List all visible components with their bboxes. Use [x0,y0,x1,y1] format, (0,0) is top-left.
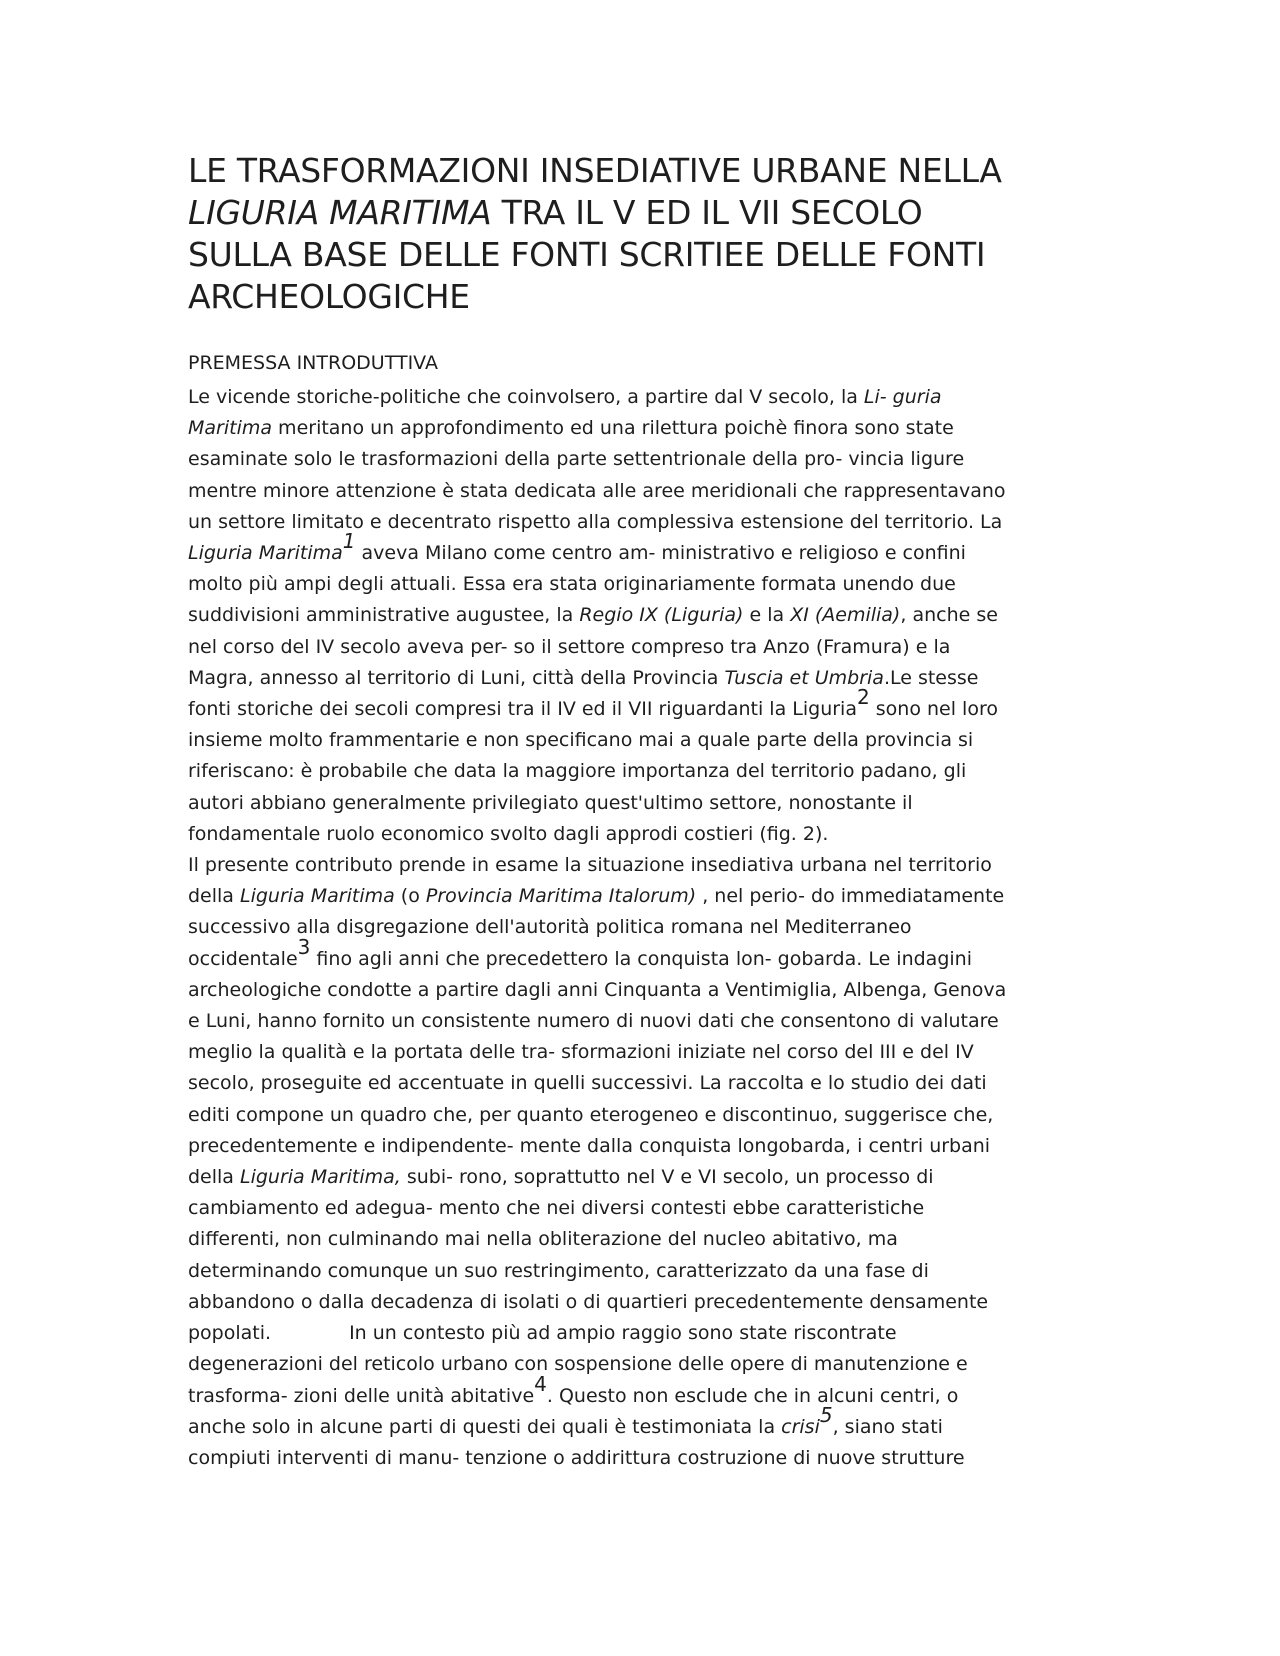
text-line: cambiamento ed adegua- mento che nei diversi contesti ebbe caratteristiche [188,1197,925,1220]
text-line: differenti, non culminando mai nella obliterazione del nucleo abitativo, ma [188,1228,898,1251]
text-line: determinando comunque un suo restringimento, caratterizzato da una fase di [188,1259,929,1282]
text-line: archeologiche condotte a partire dagli anni Cinquanta a Ventimiglia, Albenga, Genova [188,978,1007,1001]
text-line: e Luni, hanno fornito un consistente numero di nuovi dati che consentono di valutare [188,1010,999,1033]
title-line: SULLA BASE DELLE FONTI SCRITIEE DELLE FONTI [188,235,986,274]
text-run: .Le stesse [883,666,979,689]
text-line [188,529,1088,569]
text-line [188,685,1088,725]
text-run: e la [743,604,791,627]
italic-run: Liguria Maritima, [240,1166,401,1189]
text-run: trasforma- zioni delle unità abitative [188,1384,535,1407]
text-line [188,663,1088,694]
italic-run: XI (Aemilia) [790,604,901,627]
text-line: riferiscano: è probabile che data la maggiore importanza del territorio padano, gli [188,760,967,783]
text-run: . Questo non esclude che in alcuni centri, o [546,1384,959,1407]
text-run: , anche se [900,604,998,627]
paragraph-2 [188,850,1088,1474]
title-italic: LIGURIA MARITIMA [188,193,492,232]
text-line: editi compone un quadro che, per quanto eterogeneo e discontinuo, suggerisce che, [188,1103,994,1126]
text-line: secolo, proseguite ed accentuate in quelli successivi. La raccolta e lo studio dei dati [188,1072,987,1095]
text-run: , siano stati [832,1415,943,1438]
footnote-ref: 4 [534,1371,547,1396]
text-line: esaminate solo le trasformazioni della parte settentrionale della pro- vincia ligure [188,448,965,471]
text-line: compiuti interventi di manu- tenzione o addirittura costruzione di nuove strutture [188,1446,965,1469]
text-run: Magra, annesso al territorio di Luni, città della Provincia [188,666,725,689]
title-text: TRA IL V ED IL VII SECOLO [491,193,923,232]
text-line [188,1318,1088,1349]
text-run: In un contesto più ad ampio raggio sono state riscontrate [349,1322,897,1345]
text-run: fonti storiche dei secoli compresi tra il IV ed il VII riguardanti la Liguria [188,698,857,721]
section-heading: PREMESSA INTRODUTTIVA [188,352,438,374]
text-line [188,1402,1088,1443]
text-run: Le vicende storiche-politiche che coinvolsero, a partire dal V secolo, la [188,386,864,408]
italic-run: Regio IX (Liguria) [579,604,744,627]
italic-run: Li- guria [863,386,942,408]
title-line [188,192,1088,234]
text-run: , nel perio- do immediatamente [696,885,1005,908]
text-line: autori abbiano generalmente privilegiato quest'ultimo settore, nonostante il [188,791,913,814]
text-line: insieme molto frammentarie e non specificano mai a quale parte della provincia si [188,729,974,752]
text-run: occidentale [188,947,298,970]
text-run: subi- rono, soprattutto nel V e VI secolo, un processo di [400,1166,934,1189]
text-line [188,413,1088,444]
text-run: suddivisioni amministrative augustee, la [188,604,580,627]
text-run: meritano un approfondimento ed una rilettura poichè finora sono state [272,417,954,440]
text-line: nel corso del IV secolo aveva per- so il settore compreso tra Anzo (Framura) e la [188,635,951,658]
text-line: successivo alla disgregazione dell'autorità politica romana nel Mediterraneo [188,916,912,939]
text-run: della [188,885,240,908]
text-run: anche solo in alcune parti di questi dei quali è testimoniata la [188,1415,782,1438]
italic-run: Provincia Maritima Italorum) [425,885,697,908]
text-run: (o [394,885,426,908]
text-line: abbandono o dalla decadenza di isolati o di quartieri precedentemente densamente [188,1290,989,1313]
text-run: aveva Milano come centro am- ministrativo e religioso e confini [355,542,966,565]
footnote-ref: 2 [856,685,870,710]
italic-run: Tuscia et Umbria [724,666,884,689]
text-line: degenerazioni del reticolo urbano con sospensione delle opere di manutenzione e [188,1353,968,1376]
text-line [188,382,1088,413]
text-line: meglio la qualità e la portata delle tra- sformazioni iniziate nel corso del III e del IV [188,1041,974,1064]
text-line: un settore limitato e decentrato rispetto alla complessiva estensione del territorio. La [188,510,1003,533]
text-line [188,881,1088,912]
text-line: molto più ampi degli attuali. Essa era stata originariamente formata unendo due [188,573,956,596]
footnote-ref: 3 [297,934,311,959]
italic-run: Liguria Maritima [240,885,395,908]
italic-run: Liguria Maritima [188,542,343,565]
footnote-ref: 1 [342,529,356,554]
text-line: mentre minore attenzione è stata dedicata alle aree meridionali che rappresentavano [188,479,1006,502]
paragraph-1 [188,382,1088,850]
text-run: popolati. [188,1322,272,1345]
text-line: fondamentale ruolo economico svolto dagli approdi costieri (fig. 2). [188,822,829,845]
text-line: precedentemente e indipendente- mente dalla conquista longobarda, i centri urbani [188,1134,991,1157]
text-line [188,1162,1088,1193]
text-line [188,600,1088,631]
text-line: Il presente contributo prende in esame la situazione insediativa urbana nel territorio [188,854,992,877]
text-run: sono nel loro [869,698,998,721]
footnote-ref: 5 [819,1402,833,1427]
italic-run: Maritima [188,417,273,440]
document-page [188,150,1088,1474]
text-line [188,934,1088,975]
text-run: della [188,1166,240,1189]
title-line: LE TRASFORMAZIONI INSEDIATIVE URBANE NELLA [188,151,1002,190]
title-line: ARCHEOLOGICHE [188,277,470,316]
document-title [188,150,1088,318]
text-line [188,1371,1088,1412]
text-run: fino agli anni che precedettero la conquista lon- gobarda. Le indagini [310,947,972,970]
italic-run: crisi [781,1415,820,1438]
